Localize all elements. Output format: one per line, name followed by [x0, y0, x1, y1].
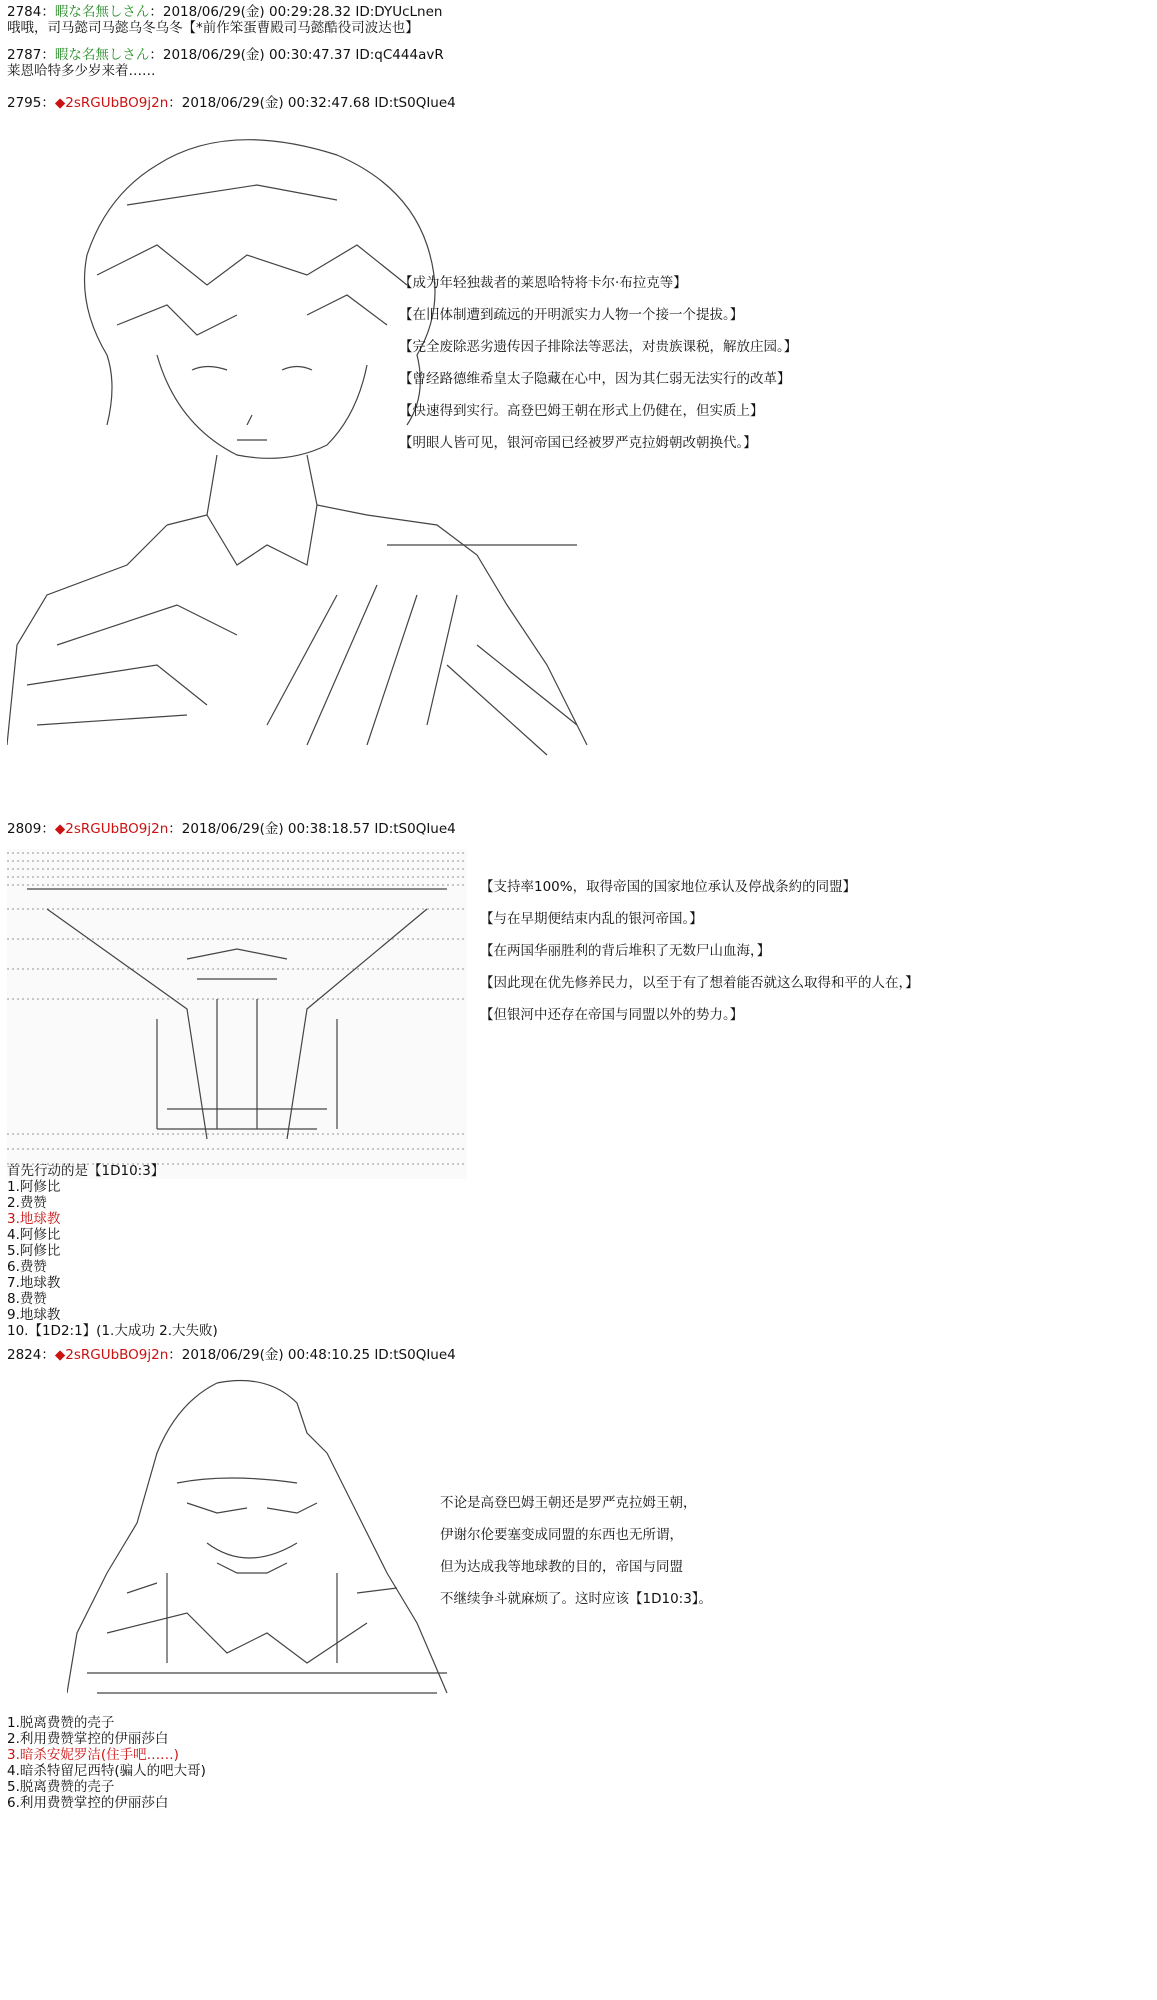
post-meta: ：2018/06/29(金) 00:30:47.37 ID:qC444avR — [149, 47, 444, 63]
post-header: 2795：◆2sRGUbBO9j2n：2018/06/29(金) 00:32:47.68 ID:tS0QIue4 — [7, 95, 456, 111]
post-number: 2824 — [7, 1347, 42, 1363]
narration-line: 不论是高登巴姆王朝还是罗严克拉姆王朝， — [440, 1495, 697, 1511]
narration-line: 【明眼人皆可见，银河帝国已经被罗严克拉姆朝改朝换代。】 — [399, 435, 757, 451]
narration-line: 【完全废除恶劣遗传因子排除法等恶法，对贵族课税，解放庄园。】 — [399, 339, 798, 355]
narration-box — [480, 879, 919, 1039]
post-header: 2809：◆2sRGUbBO9j2n：2018/06/29(金) 00:38:18.57 ID:tS0QIue4 — [7, 821, 456, 837]
post-meta: ：2018/06/29(金) 00:38:18.57 ID:tS0QIue4 — [168, 821, 456, 837]
list-title: 首先行动的是【1D10:3】 — [7, 1163, 165, 1179]
list-item: 6.费赞 — [7, 1259, 47, 1275]
narration-line: 不继续争斗就麻烦了。这时应该【1D10:3】。 — [440, 1591, 713, 1607]
narration-box — [399, 275, 797, 467]
ascii-art-empire-scene — [7, 849, 467, 1179]
thread-page — [7, 4, 1147, 1867]
narration-box — [440, 1495, 712, 1623]
list-item: 9.地球教 — [7, 1307, 61, 1323]
list-item: 6.利用费赞掌控的伊丽莎白 — [7, 1795, 169, 1811]
post-body-line: 莱恩哈特多少岁来着…… — [7, 63, 156, 79]
list-item: 10.【1D2:1】(1.大成功 2.大失败) — [7, 1323, 218, 1339]
post-body-line: 哦哦，司马懿司马懿乌冬乌冬【*前作笨蛋曹殿司马懿酷役司波达也】 — [7, 20, 419, 36]
dice-choice-list — [7, 1163, 218, 1339]
narration-line: 【但银河中还存在帝国与同盟以外的势力。】 — [480, 1007, 744, 1023]
poster-trip[interactable]: ◆2sRGUbBO9j2n — [54, 1347, 169, 1363]
post-meta: ：2018/06/29(金) 00:48:10.25 ID:tS0QIue4 — [168, 1347, 456, 1363]
post-2795 — [7, 95, 1147, 811]
post-2824 — [7, 1347, 1147, 1867]
post-number: 2795 — [7, 95, 42, 111]
list-item: 8.费赞 — [7, 1291, 47, 1307]
list-item: 5.脱离费赞的壳子 — [7, 1779, 115, 1795]
narration-line: 【因此现在优先修养民力，以至于有了想着能否就这么取得和平的人在，】 — [480, 975, 919, 991]
post-header: 2784：暇な名無しさん：2018/06/29(金) 00:29:28.32 ID:DYUcLnen — [7, 4, 443, 20]
list-item: 4.暗杀特留尼西特(骗人的吧大哥) — [7, 1763, 206, 1779]
narration-line: 【与在早期便结束内乱的银河帝国。】 — [480, 911, 703, 927]
post-2787 — [7, 47, 1147, 87]
post-header: 2787：暇な名無しさん：2018/06/29(金) 00:30:47.37 ID:qC444avR — [7, 47, 444, 63]
post-number: 2787 — [7, 47, 42, 63]
narration-line: 【支持率100%，取得帝国的国家地位承认及停战条約的同盟】 — [480, 879, 857, 895]
post-meta: ：2018/06/29(金) 00:29:28.32 ID:DYUcLnen — [149, 4, 443, 20]
list-item-selected: 3.暗杀安妮罗洁(住手吧……) — [7, 1747, 179, 1763]
narration-line: 但为达成我等地球教的目的，帝国与同盟 — [440, 1559, 683, 1575]
post-2784 — [7, 4, 1147, 44]
dice-choice-list — [7, 1715, 206, 1811]
narration-line: 【在两国华丽胜利的背后堆积了无数尸山血海，】 — [480, 943, 771, 959]
narration-line: 【快速得到实行。高登巴姆王朝在形式上仍健在，但实质上】 — [399, 403, 764, 419]
list-item: 1.阿修比 — [7, 1179, 61, 1195]
list-item: 2.费赞 — [7, 1195, 47, 1211]
narration-line: 【成为年轻独裁者的莱恩哈特将卡尔·布拉克等】 — [399, 275, 687, 291]
ascii-art-hooded-figure — [67, 1373, 467, 1703]
list-item: 1.脱离费赞的壳子 — [7, 1715, 115, 1731]
list-item: 2.利用费赞掌控的伊丽莎白 — [7, 1731, 169, 1747]
post-number: 2784 — [7, 4, 42, 20]
poster-name[interactable]: 暇な名無しさん — [54, 4, 150, 20]
post-header: 2824：◆2sRGUbBO9j2n：2018/06/29(金) 00:48:10.25 ID:tS0QIue4 — [7, 1347, 456, 1363]
post-meta: ：2018/06/29(金) 00:32:47.68 ID:tS0QIue4 — [168, 95, 456, 111]
poster-name[interactable]: 暇な名無しさん — [54, 47, 150, 63]
list-item-selected: 3.地球教 — [7, 1211, 61, 1227]
poster-trip[interactable]: ◆2sRGUbBO9j2n — [54, 95, 169, 111]
post-number: 2809 — [7, 821, 42, 837]
post-2809 — [7, 821, 1147, 1339]
list-item: 4.阿修比 — [7, 1227, 61, 1243]
narration-line: 【曾经路德维希皇太子隐藏在心中，因为其仁弱无法实行的改革】 — [399, 371, 791, 387]
list-item: 7.地球教 — [7, 1275, 61, 1291]
narration-line: 伊谢尔伦要塞变成同盟的东西也无所谓， — [440, 1527, 683, 1543]
poster-trip[interactable]: ◆2sRGUbBO9j2n — [54, 821, 169, 837]
narration-line: 【在旧体制遭到疏远的开明派实力人物一个接一个提拔。】 — [399, 307, 744, 323]
list-item: 5.阿修比 — [7, 1243, 61, 1259]
